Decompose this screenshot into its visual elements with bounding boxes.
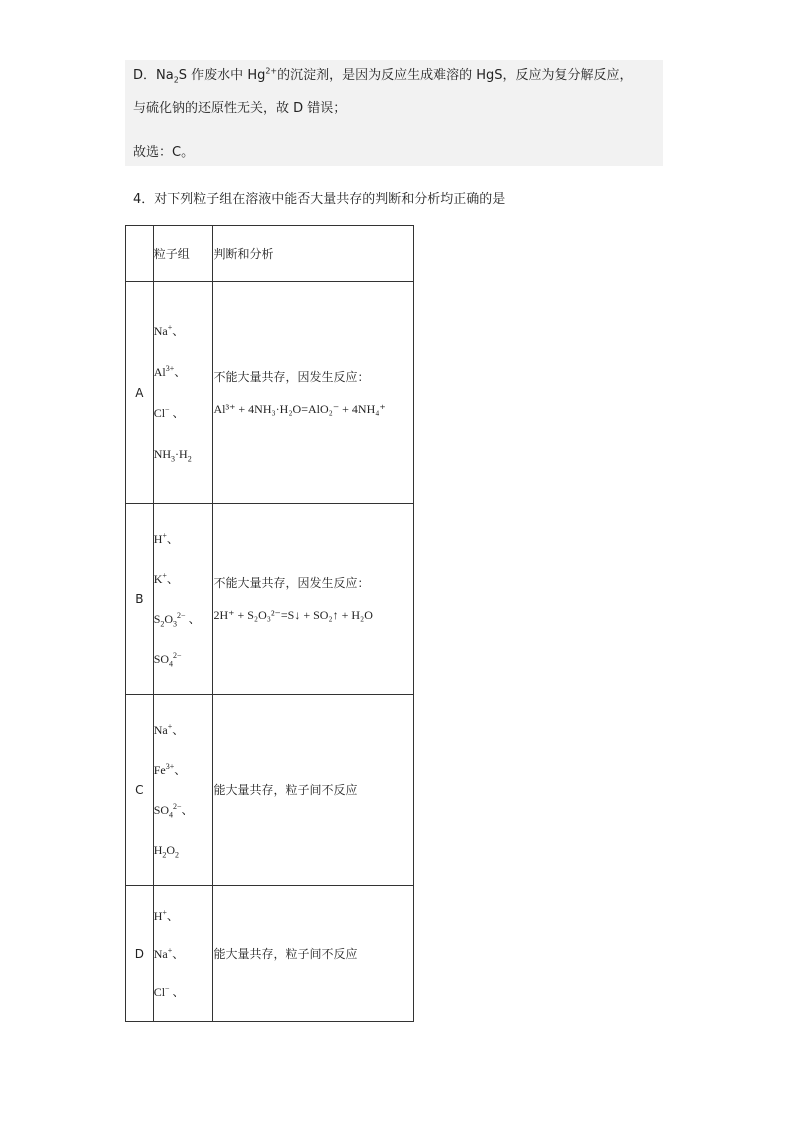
option-d-line-1 (133, 68, 633, 84)
option-d-line-2: 与硫化钠的还原性无关，故 D 错误； (133, 101, 347, 116)
row-label: C (126, 695, 154, 886)
particle-table (125, 225, 414, 1022)
judgement-cell (213, 504, 414, 695)
ion: H+、 (153, 907, 179, 923)
judgement-text: 能大量共存，粒子间不反应 (213, 783, 358, 797)
judgement-cell (213, 886, 414, 1022)
option-d-middle: S 作废水中 Hg (178, 68, 266, 83)
judgement-cell (213, 695, 414, 886)
judgement-cell (213, 282, 414, 504)
row-label: A (126, 282, 154, 504)
row-label: B (126, 504, 154, 695)
ion: $Al^{3+}$、 (153, 363, 187, 379)
judgement-text: 不能大量共存，因发生反应： (213, 576, 370, 590)
ion: Na+、 (153, 945, 185, 961)
ion-list (153, 282, 213, 504)
option-d-suffix: 的沉淀剂，是因为反应生成难溶的 HgS，反应为复分解反应， (277, 68, 633, 83)
table-header-row (126, 226, 414, 282)
ion: $Fe^{3+}$、 (153, 762, 187, 777)
ion: H+、 (153, 531, 179, 546)
table-row (126, 282, 414, 504)
table-row (126, 504, 414, 695)
ion: Cl− 、 (153, 983, 185, 999)
header-judgement: 判断和分析 (213, 226, 414, 282)
reaction-equation: 2H⁺ + S₂O₃²⁻=S↓ + SO₂↑ + H₂O (213, 608, 373, 622)
row-label: D (126, 886, 154, 1022)
answer-line: 故选：C。 (133, 145, 195, 160)
judgement-text: 不能大量共存，因发生反应： (213, 369, 370, 384)
ion: $SO_4^{2-}$、 (153, 802, 194, 820)
reaction-equation: Al³⁺ + 4NH₃·H₂O=AlO₂⁻ + 4NH₄⁺ (213, 401, 386, 416)
ion-list (153, 695, 213, 886)
ion: $H_2O_2$ (153, 843, 180, 860)
ion-list (153, 504, 213, 695)
option-d-prefix: D．Na (133, 68, 174, 83)
ion: $SO_4^{2-}$ (153, 651, 182, 669)
header-blank (126, 226, 154, 282)
ion: Na+、 (153, 322, 185, 338)
ion: $S_2O_3^{2-}$ 、 (153, 611, 201, 629)
judgement-text: 能大量共存，粒子间不反应 (213, 946, 358, 961)
ion: Cl− 、 (153, 404, 185, 420)
ion: Na+、 (153, 722, 185, 737)
ion-list (153, 886, 213, 1022)
ion: K+、 (153, 571, 179, 586)
header-particles: 粒子组 (153, 226, 213, 282)
question-4-title: 4．对下列粒子组在溶液中能否大量共存的判断和分析均正确的是 (133, 192, 506, 207)
option-d-superscript: 2+ (265, 66, 278, 76)
table-row (126, 695, 414, 886)
table-row (126, 886, 414, 1022)
option-d-subscript: 2 (173, 75, 179, 85)
ion: $NH_3\cdot H_2$ (153, 446, 192, 463)
